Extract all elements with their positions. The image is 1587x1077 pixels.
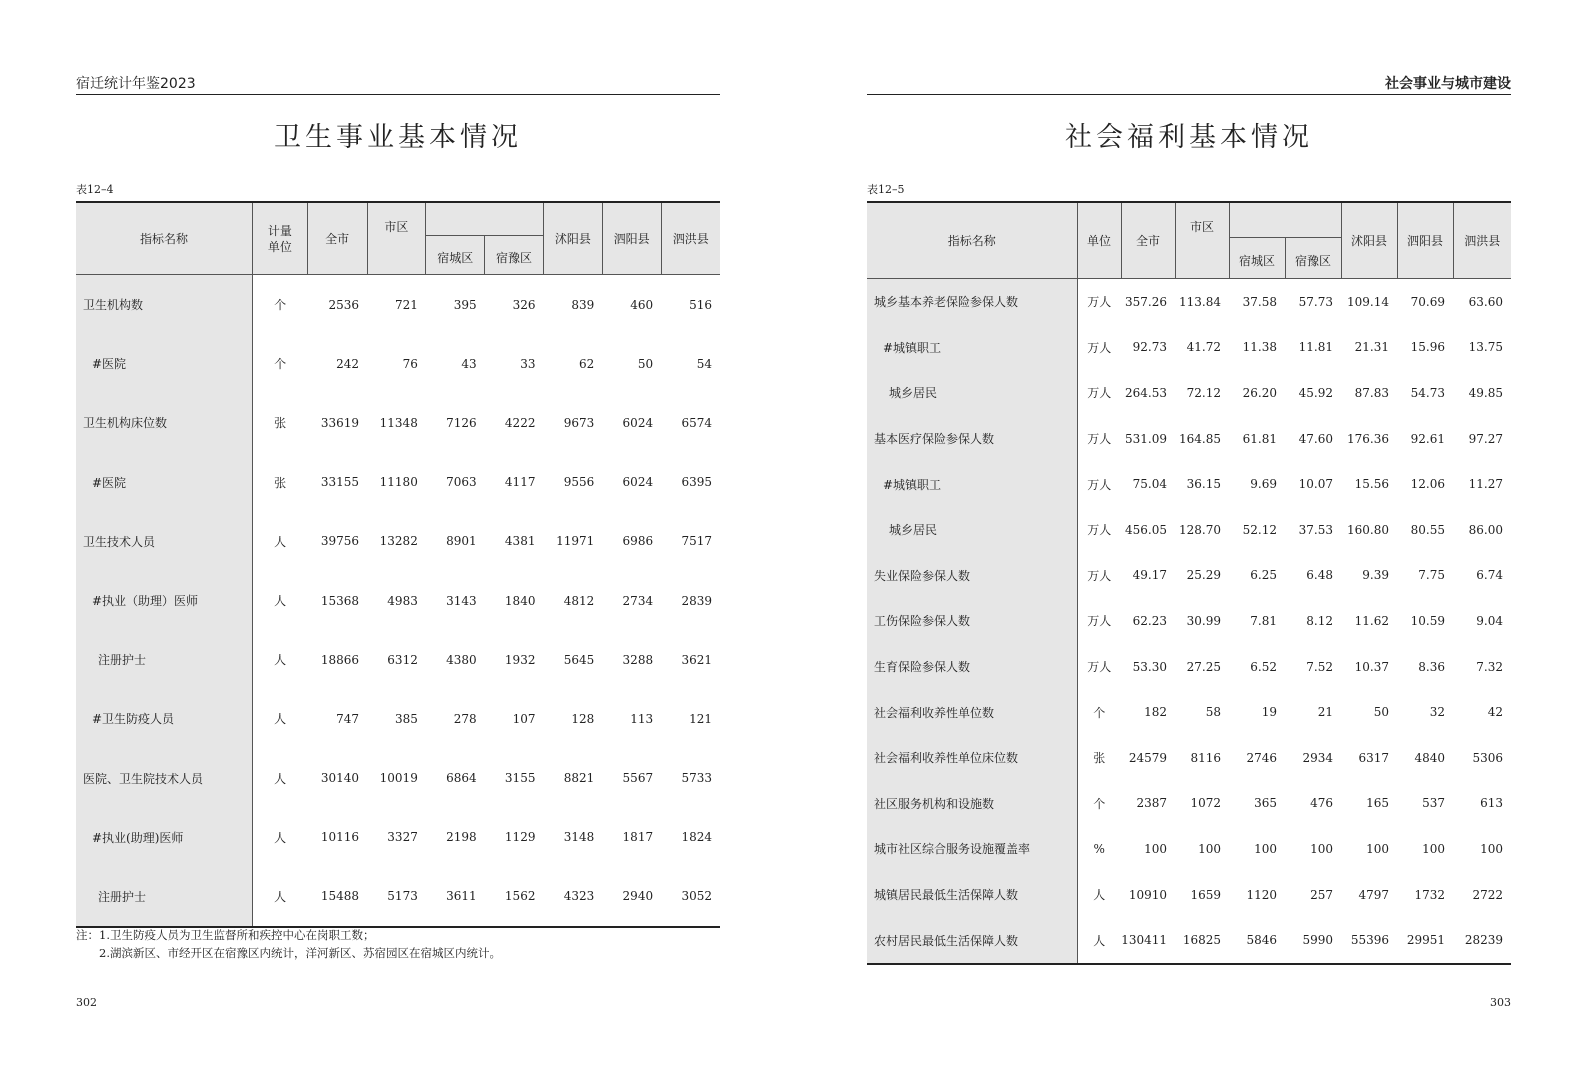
cell-value: 10910 [1128, 887, 1167, 902]
row-label: 生育保险参保人数 [867, 644, 1077, 690]
cell-value: 52.12 [1242, 522, 1277, 537]
cell-value: 264.53 [1125, 385, 1167, 400]
row-unit: 万人 [1087, 295, 1112, 310]
table-row [76, 867, 720, 927]
cell-value: 164.85 [1179, 431, 1221, 446]
cell-value: 613 [1480, 796, 1503, 811]
cell-value: 28239 [1453, 917, 1511, 964]
cell-value: 121 [689, 711, 712, 726]
cell-value: 1817 [622, 830, 654, 845]
cell-value: 2839 [681, 593, 712, 608]
table-row [76, 630, 720, 689]
cell-value: 10116 [320, 830, 360, 845]
cell-value: 87.83 [1354, 385, 1389, 400]
cell-value: 58 [1205, 705, 1221, 720]
cell-value: 531.09 [1125, 431, 1167, 446]
cell-value: 33 [520, 356, 536, 371]
row-label: 工伤保险参保人数 [867, 598, 1077, 644]
col-header-suyu: 宿豫区 [1285, 238, 1341, 279]
cell-value: 326 [512, 297, 536, 312]
cell-value: 1129 [504, 830, 536, 845]
cell-value: 128 [571, 711, 595, 726]
cell-value: 10.59 [1410, 613, 1445, 628]
row-unit: 人 [252, 867, 307, 927]
table-row [867, 872, 1511, 918]
table-row [76, 275, 720, 335]
table-row [76, 334, 720, 393]
cell-value: 11.38 [1242, 340, 1277, 355]
cell-value: 15488 [307, 867, 367, 927]
cell-value: 39756 [320, 534, 360, 549]
cell-value: 1072 [1190, 796, 1221, 811]
cell-value: 109.14 [1347, 294, 1389, 309]
cell-value: 456.05 [1125, 522, 1167, 537]
cell-value: 11348 [379, 415, 418, 430]
cell-value: 8116 [1190, 750, 1221, 765]
col-header-name: 指标名称 [867, 202, 1077, 279]
row-unit: 个 [1093, 796, 1106, 811]
cell-value: 1562 [485, 867, 544, 927]
cell-value: 100 [1366, 841, 1389, 856]
col-header-all: 全市 [307, 202, 367, 275]
cell-value: 63.60 [1468, 294, 1503, 309]
row-unit: 人 [274, 653, 287, 668]
cell-value: 86.00 [1468, 522, 1503, 537]
cell-value: 4222 [504, 415, 536, 430]
cell-value: 54.73 [1410, 385, 1445, 400]
cell-value: 54 [696, 356, 712, 371]
cell-value: 9.39 [1362, 568, 1389, 583]
cell-value: 2934 [1302, 750, 1333, 765]
row-label: 城市社区综合服务设施覆盖率 [867, 826, 1077, 872]
col-header-siyang: 泗阳县 [602, 202, 661, 275]
cell-value: 42 [1487, 705, 1503, 720]
cell-value: 6024 [622, 475, 654, 490]
cell-value: 19 [1261, 705, 1277, 720]
cell-value: 2746 [1246, 750, 1277, 765]
cell-value: 8821 [563, 771, 595, 786]
row-unit: 张 [274, 416, 287, 431]
row-unit: 个 [274, 298, 287, 313]
col-header-unit: 计量 单位 [252, 202, 307, 275]
cell-value: 4840 [1414, 750, 1445, 765]
cell-value: 3611 [426, 867, 485, 927]
cell-value: 92.61 [1410, 431, 1445, 446]
cell-value: 9556 [563, 475, 595, 490]
cell-value: 41.72 [1186, 340, 1221, 355]
cell-value: 5846 [1229, 917, 1285, 964]
cell-value: 33619 [320, 415, 360, 430]
cell-value: 9673 [563, 415, 595, 430]
table-row [867, 507, 1511, 553]
row-label: 卫生技术人员 [76, 512, 252, 571]
cell-value: 165 [1366, 796, 1389, 811]
row-unit: 万人 [1087, 660, 1112, 675]
cell-value: 2722 [1472, 887, 1503, 902]
col-header-siyang: 泗阳县 [1397, 202, 1453, 279]
running-head: 社会事业与城市建设 [867, 74, 1511, 95]
welfare-table [867, 201, 1511, 965]
cell-value: 29951 [1397, 917, 1453, 964]
col-header-shuyang: 沭阳县 [1341, 202, 1397, 279]
cell-value: 100 [1310, 841, 1333, 856]
cell-value: 33155 [320, 475, 360, 490]
page-title: 卫生事业基本情况 [274, 122, 522, 153]
table-row [76, 749, 720, 808]
col-header-sucheng: 宿城区 [1229, 238, 1285, 279]
cell-value: 3143 [446, 593, 477, 608]
cell-value: 1659 [1190, 887, 1221, 902]
cell-value: 176.36 [1347, 431, 1389, 446]
cell-value: 13282 [379, 534, 418, 549]
table-number: 表12–4 [76, 183, 114, 196]
row-label: #医院 [76, 334, 252, 393]
cell-value: 6.52 [1250, 659, 1277, 674]
cell-value: 365 [1254, 796, 1277, 811]
cell-value: 6.25 [1250, 568, 1277, 583]
table-row [867, 279, 1511, 325]
cell-value: 75.04 [1132, 477, 1167, 492]
cell-value: 8.36 [1418, 659, 1445, 674]
cell-value: 6.48 [1306, 568, 1333, 583]
cell-value: 100 [1480, 841, 1503, 856]
cell-value: 32 [1429, 705, 1445, 720]
cell-value: 16825 [1175, 917, 1229, 964]
cell-value: 37.53 [1298, 522, 1333, 537]
cell-value: 4983 [387, 593, 418, 608]
cell-value: 6395 [681, 475, 712, 490]
row-unit: 个 [274, 357, 287, 372]
cell-value: 50 [1373, 705, 1389, 720]
cell-value: 9.04 [1476, 613, 1503, 628]
table-notes [76, 926, 501, 962]
row-label: 城乡居民 [867, 370, 1077, 416]
table-row [76, 453, 720, 512]
cell-value: 3327 [387, 830, 418, 845]
row-label: #城镇职工 [867, 461, 1077, 507]
row-unit: 个 [1093, 705, 1106, 720]
table-row [867, 644, 1511, 690]
cell-value: 76 [402, 356, 418, 371]
row-label: 社会福利收养性单位床位数 [867, 735, 1077, 781]
col-header-urban: 市区 [367, 202, 426, 275]
row-label: 基本医疗保险参保人数 [867, 416, 1077, 462]
col-header-urban-span [426, 202, 544, 236]
cell-value: 70.69 [1410, 294, 1445, 309]
cell-value: 15.56 [1354, 477, 1389, 492]
cell-value: 10.07 [1298, 477, 1333, 492]
table-row [76, 808, 720, 867]
cell-value: 4381 [504, 534, 536, 549]
col-header-sihong: 泗洪县 [661, 202, 720, 275]
col-header-urban: 市区 [1175, 202, 1229, 279]
table-row [867, 826, 1511, 872]
cell-value: 5645 [563, 652, 595, 667]
cell-value: 36.15 [1186, 477, 1221, 492]
cell-value: 49.85 [1468, 385, 1503, 400]
cell-value: 460 [630, 297, 654, 312]
row-unit: % [1093, 841, 1105, 856]
cell-value: 3148 [563, 830, 595, 845]
cell-value: 128.70 [1179, 522, 1221, 537]
cell-value: 27.25 [1186, 659, 1221, 674]
row-label: 卫生机构数 [76, 275, 252, 335]
cell-value: 395 [453, 297, 477, 312]
cell-value: 18866 [320, 652, 360, 667]
cell-value: 5990 [1285, 917, 1341, 964]
page-title: 社会福利基本情况 [1065, 122, 1313, 153]
cell-value: 55396 [1341, 917, 1397, 964]
row-label: 医院、卫生院技术人员 [76, 749, 252, 808]
table-row [867, 689, 1511, 735]
table-row [76, 393, 720, 452]
cell-value: 45.92 [1298, 385, 1333, 400]
row-unit: 人 [274, 534, 287, 549]
row-label: 失业保险参保人数 [867, 553, 1077, 599]
col-header-sucheng: 宿城区 [426, 236, 485, 275]
cell-value: 11971 [556, 534, 595, 549]
row-label: #执业（助理）医师 [76, 571, 252, 630]
cell-value: 11.62 [1354, 613, 1389, 628]
table-number: 表12–5 [867, 183, 905, 196]
cell-value: 6864 [446, 771, 477, 786]
cell-value: 6986 [622, 534, 654, 549]
col-header-sihong: 泗洪县 [1453, 202, 1511, 279]
note-2: 2.湖滨新区、市经开区在宿豫区内统计，洋河新区、苏宿园区在宿城区内统计。 [99, 946, 501, 960]
cell-value: 6312 [387, 652, 418, 667]
col-header-urban-span [1229, 202, 1341, 238]
row-label: #执业(助理)医师 [76, 808, 252, 867]
cell-value: 257 [1310, 887, 1333, 902]
page-number: 302 [76, 996, 97, 1009]
col-header-all: 全市 [1121, 202, 1175, 279]
cell-value: 839 [571, 297, 595, 312]
cell-value: 2198 [446, 830, 477, 845]
row-label: 卫生机构床位数 [76, 393, 252, 452]
table-row [867, 370, 1511, 416]
cell-value: 100 [1254, 841, 1277, 856]
row-label: #城镇职工 [867, 325, 1077, 371]
cell-value: 15.96 [1410, 340, 1445, 355]
row-unit: 万人 [1087, 614, 1112, 629]
cell-value: 1840 [504, 593, 536, 608]
row-label: 城乡居民 [867, 507, 1077, 553]
cell-value: 26.20 [1242, 385, 1277, 400]
table-row [867, 598, 1511, 644]
cell-value: 721 [394, 297, 418, 312]
cell-value: 7.32 [1476, 659, 1503, 674]
cell-value: 160.80 [1347, 522, 1389, 537]
cell-value: 9.69 [1250, 477, 1277, 492]
cell-value: 6024 [622, 415, 654, 430]
cell-value: 47.60 [1298, 431, 1333, 446]
row-unit: 万人 [1087, 340, 1112, 355]
cell-value: 25.29 [1186, 568, 1221, 583]
cell-value: 1120 [1246, 887, 1277, 902]
col-header-name: 指标名称 [76, 202, 252, 275]
cell-value: 1732 [1414, 887, 1445, 902]
cell-value: 3052 [661, 867, 720, 927]
cell-value: 61.81 [1242, 431, 1277, 446]
cell-value: 8901 [446, 534, 477, 549]
cell-value: 62 [579, 356, 595, 371]
table-row [76, 689, 720, 748]
cell-value: 11180 [379, 475, 418, 490]
cell-value: 476 [1310, 796, 1333, 811]
table-body [867, 279, 1511, 964]
cell-value: 130411 [1121, 917, 1175, 964]
cell-value: 3288 [622, 652, 654, 667]
cell-value: 5733 [681, 771, 712, 786]
cell-value: 5306 [1472, 750, 1503, 765]
table-row [867, 917, 1511, 964]
row-label: 注册护士 [76, 630, 252, 689]
cell-value: 10019 [379, 771, 418, 786]
cell-value: 21.31 [1354, 340, 1389, 355]
row-unit: 人 [1093, 888, 1106, 903]
left-page [76, 0, 720, 1077]
row-label: #医院 [76, 453, 252, 512]
cell-value: 92.73 [1132, 340, 1167, 355]
row-unit: 人 [1077, 917, 1121, 964]
cell-value: 53.30 [1132, 659, 1167, 674]
row-unit: 万人 [1087, 568, 1112, 583]
row-unit: 张 [274, 475, 287, 490]
cell-value: 6317 [1358, 750, 1389, 765]
row-label: 社会福利收养性单位数 [867, 689, 1077, 735]
cell-value: 2536 [328, 297, 360, 312]
col-header-suyu: 宿豫区 [485, 236, 544, 275]
row-unit: 万人 [1087, 477, 1112, 492]
cell-value: 21 [1317, 705, 1333, 720]
table-row [867, 461, 1511, 507]
cell-value: 107 [512, 711, 536, 726]
row-label: 城镇居民最低生活保障人数 [867, 872, 1077, 918]
cell-value: 113.84 [1179, 294, 1221, 309]
cell-value: 3621 [681, 652, 712, 667]
col-header-shuyang: 沭阳县 [543, 202, 602, 275]
cell-value: 97.27 [1468, 431, 1503, 446]
cell-value: 4117 [504, 475, 536, 490]
cell-value: 242 [336, 356, 360, 371]
cell-value: 11.27 [1468, 477, 1503, 492]
row-unit: 张 [1093, 751, 1106, 766]
cell-value: 72.12 [1186, 385, 1221, 400]
cell-value: 7063 [446, 475, 477, 490]
table-row [76, 512, 720, 571]
cell-value: 2940 [602, 867, 661, 927]
table-row [867, 553, 1511, 599]
table-row [867, 325, 1511, 371]
cell-value: 43 [461, 356, 477, 371]
right-page [867, 0, 1511, 1077]
cell-value: 80.55 [1410, 522, 1445, 537]
cell-value: 7126 [446, 415, 477, 430]
health-table [76, 201, 720, 928]
table-row [867, 416, 1511, 462]
row-unit: 万人 [1087, 523, 1112, 538]
running-head: 宿迁统计年鉴2023 [76, 74, 720, 95]
cell-value: 6574 [681, 415, 712, 430]
cell-value: 2734 [622, 593, 654, 608]
row-unit: 人 [274, 830, 287, 845]
row-label: 城乡基本养老保险参保人数 [867, 279, 1077, 325]
row-unit: 人 [274, 594, 287, 609]
cell-value: 62.23 [1132, 613, 1167, 628]
cell-value: 5173 [367, 867, 426, 927]
cell-value: 57.73 [1298, 294, 1333, 309]
row-unit: 万人 [1087, 386, 1112, 401]
cell-value: 100 [1422, 841, 1445, 856]
cell-value: 4323 [543, 867, 602, 927]
row-label: 社区服务机构和设施数 [867, 781, 1077, 827]
table-row [867, 735, 1511, 781]
cell-value: 357.26 [1125, 294, 1167, 309]
page-number: 303 [1490, 996, 1511, 1009]
row-label: #卫生防疫人员 [76, 689, 252, 748]
cell-value: 100 [1198, 841, 1221, 856]
cell-value: 4812 [563, 593, 595, 608]
row-unit: 万人 [1087, 432, 1112, 447]
row-unit: 人 [274, 712, 287, 727]
cell-value: 278 [453, 711, 477, 726]
cell-value: 1932 [504, 652, 536, 667]
cell-value: 747 [336, 711, 360, 726]
cell-value: 50 [637, 356, 654, 371]
cell-value: 385 [394, 711, 418, 726]
cell-value: 2387 [1136, 796, 1167, 811]
cell-value: 7517 [681, 534, 712, 549]
cell-value: 10.37 [1354, 659, 1389, 674]
cell-value: 49.17 [1132, 568, 1167, 583]
cell-value: 3155 [504, 771, 536, 786]
table-row [76, 571, 720, 630]
cell-value: 13.75 [1468, 340, 1503, 355]
cell-value: 6.74 [1476, 568, 1503, 583]
cell-value: 7.52 [1306, 659, 1333, 674]
cell-value: 30.99 [1186, 613, 1221, 628]
cell-value: 30140 [320, 771, 360, 786]
note-1: 注：1.卫生防疫人员为卫生监督所和疾控中心在岗职工数； [76, 928, 375, 942]
cell-value: 100 [1144, 841, 1167, 856]
cell-value: 11.81 [1298, 340, 1333, 355]
cell-value: 537 [1422, 796, 1445, 811]
cell-value: 4797 [1358, 887, 1389, 902]
cell-value: 37.58 [1242, 294, 1277, 309]
cell-value: 4380 [446, 652, 477, 667]
table-row [867, 781, 1511, 827]
col-header-unit: 单位 [1077, 202, 1121, 279]
row-label: 农村居民最低生活保障人数 [867, 917, 1077, 964]
row-unit: 人 [274, 771, 287, 786]
cell-value: 7.75 [1418, 568, 1445, 583]
cell-value: 7.81 [1250, 613, 1277, 628]
cell-value: 516 [689, 297, 712, 312]
cell-value: 24579 [1128, 750, 1167, 765]
cell-value: 15368 [320, 593, 360, 608]
cell-value: 12.06 [1410, 477, 1445, 492]
cell-value: 182 [1144, 705, 1167, 720]
table-body [76, 275, 720, 928]
cell-value: 8.12 [1306, 613, 1333, 628]
cell-value: 113 [630, 711, 654, 726]
cell-value: 5567 [622, 771, 654, 786]
row-label: 注册护士 [76, 867, 252, 927]
cell-value: 1824 [681, 830, 712, 845]
